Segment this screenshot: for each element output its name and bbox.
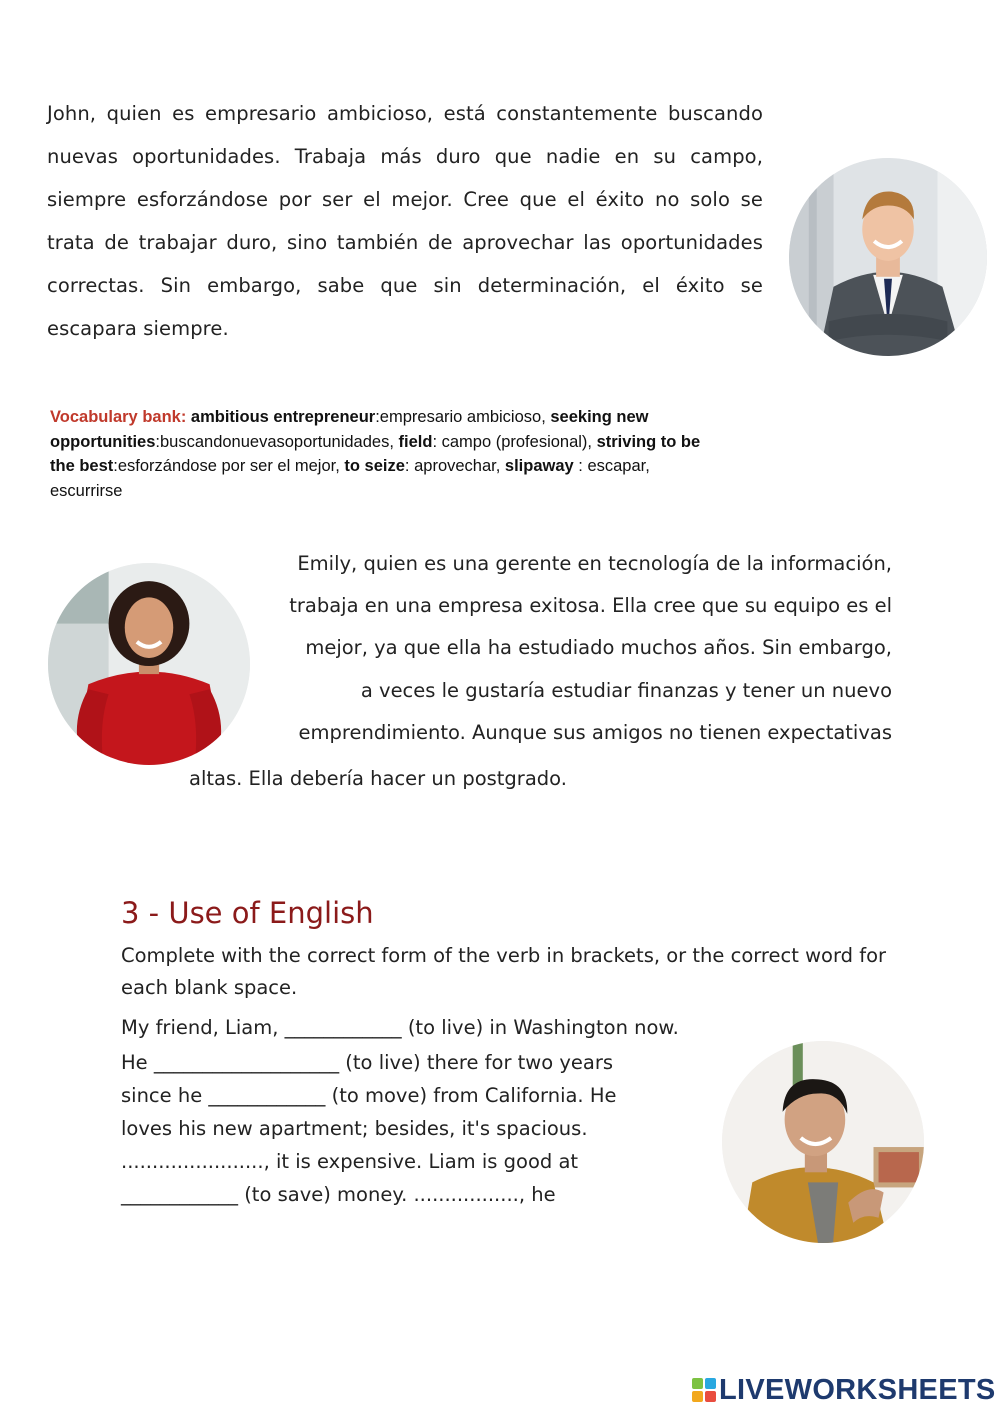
exercise-line: ____________ (to save) money. ................., he bbox=[121, 1183, 556, 1206]
liveworksheets-logo bbox=[692, 1372, 996, 1408]
vocab-term: field bbox=[398, 432, 433, 451]
emily-paragraph-line: Emily, quien es una gerente en tecnología de la información, bbox=[297, 552, 892, 575]
vocab-definition: :empresario ambicioso, bbox=[375, 408, 551, 426]
young-man-photo bbox=[722, 1041, 924, 1243]
emily-paragraph-line: a veces le gustaría estudiar finanzas y tener un nuevo bbox=[360, 679, 892, 702]
vocab-term: ambitious entrepreneur bbox=[190, 408, 376, 426]
vocab-definition: :esforzándose por ser el mejor, bbox=[113, 457, 345, 475]
john-paragraph: John, quien es empresario ambicioso, está constantemente buscando nuevas oportunidades. Trabaja más duro que nadie en su campo, siempre esforzándose por ser el mejor. Cree que el éxito no solo se trata de trabajar duro, sino también de aprovechar las oportunidades correctas. Sin embargo, sabe que sin determinación, el éxito se escapara siempre. bbox=[47, 102, 763, 340]
exercise-instructions: Complete with the correct form of the verb in brackets, or the correct word for each blank space. bbox=[121, 944, 887, 999]
vocab-definition: :buscandonuevasoportunidades, bbox=[155, 432, 399, 451]
vocab-definition: : campo (profesional), bbox=[432, 432, 597, 451]
businessman-photo bbox=[789, 158, 987, 356]
logo-text: LIVEWORKSHEETS bbox=[719, 1373, 996, 1406]
vocab-heading: Vocabulary bank: bbox=[50, 408, 187, 426]
vocabulary-bank bbox=[50, 405, 710, 503]
vocab-term: seeking new opportunities bbox=[50, 408, 649, 451]
emily-paragraph-line: mejor, ya que ella ha estudiado muchos años. Sin embargo, bbox=[305, 636, 892, 659]
vocab-term: to seize bbox=[344, 457, 405, 475]
emily-paragraph-line: altas. Ella debería hacer un postgrado. bbox=[189, 767, 567, 790]
vocab-term: striving to be the best bbox=[50, 432, 701, 475]
exercise-line: ......................., it is expensive. Liam is good at bbox=[121, 1150, 579, 1173]
vocab-term: slipaway bbox=[504, 457, 574, 475]
exercise-line: My friend, Liam, ____________ (to live) in Washington now. bbox=[121, 1016, 679, 1039]
emily-paragraph-line: emprendimiento. Aunque sus amigos no tienen expectativas bbox=[298, 721, 892, 744]
vocab-definition: : aprovechar, bbox=[404, 457, 505, 475]
exercise-line: He ___________________ (to live) there for two years bbox=[121, 1051, 614, 1074]
vocab-definition: : escapar, escurrirse bbox=[50, 457, 650, 500]
exercise-line: loves his new apartment; besides, it's spacious. bbox=[121, 1117, 588, 1140]
businesswoman-photo bbox=[48, 563, 250, 765]
exercise-line: since he ____________ (to move) from California. He bbox=[121, 1084, 617, 1107]
section-title: 3 - Use of English bbox=[121, 896, 374, 930]
emily-paragraph-line: trabaja en una empresa exitosa. Ella cree que su equipo es el bbox=[289, 594, 892, 617]
logo-grid-icon bbox=[692, 1378, 716, 1402]
